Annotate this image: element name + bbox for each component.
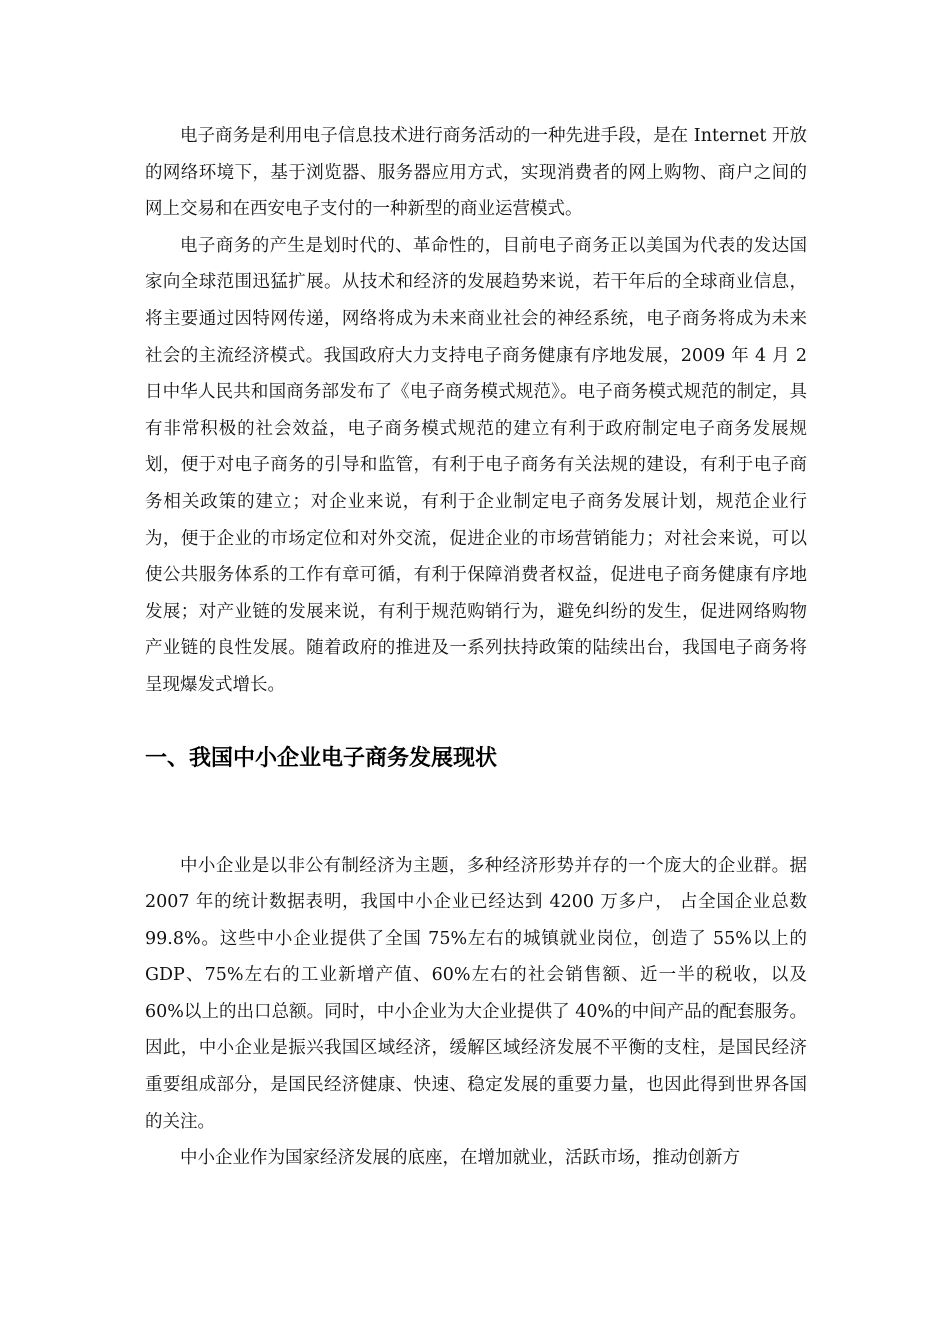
paragraph-sme-overview: 中小企业是以非公有制经济为主题，多种经济形势并存的一个庞大的企业群。据 2007 年的统计数据表明，我国中小企业已经达到 4200 万多户， 占全国企业总数 99.8%。这些中小企业提供了全国 75%左右的城镇就业岗位，创造了 55%以上的 GDP、75%左右的工业新增产值、60%左右的社会销售额、近一半的税收，以及 60%以上的出口总额。同时，中小企业为大企业提供了 40%的中间产品的配套服务。因此，中小企业是振兴我国区域经济，缓解区域经济发展不平衡的支柱，是国民经济重要组成部分，是国民经济健康、快速、稳定发展的重要力量，也因此得到世界各国的关注。 [145,855,807,1132]
paragraph-sme-role: 中小企业作为国家经济发展的底座，在增加就业，活跃市场，推动创新方 [180,1148,740,1169]
paragraph-ecommerce-definition: 电子商务是利用电子信息技术进行商务活动的一种先进手段，是在 Internet 开放的网络环境下，基于浏览器、服务器应用方式，实现消费者的网上购物、商户之间的网上交易和在西安电子支付的一种新型的商业运营模式。 [145,126,807,220]
document-body [145,118,807,1177]
paragraph-ecommerce-development: 电子商务的产生是划时代的、革命性的，目前电子商务正以美国为代表的发达国家向全球范围迅猛扩展。从技术和经济的发展趋势来说，若干年后的全球商业信息，将主要通过因特网传递，网络将成为未来商业社会的神经系统，电子商务将成为未来社会的主流经济模式。我国政府大力支持电子商务健康有序地发展，2009 年 4 月 2 日中华人民共和国商务部发布了《电子商务模式规范》。电子商务模式规范的制定，具有非常积极的社会效益，电子商务模式规范的建立有利于政府制定电子商务发展规划，便于对电子商务的引导和监管，有利于电子商务有关法规的建设，有利于电子商务相关政策的建立；对企业来说，有利于企业制定电子商务发展计划，规范企业行为，便于企业的市场定位和对外交流，促进企业的市场营销能力；对社会来说，可以使公共服务体系的工作有章可循，有利于保障消费者权益，促进电子商务健康有序地发展；对产业链的发展来说，有利于规范购销行为，避免纠纷的发生，促进网络购物产业链的良性发展。随着政府的推进及一系列扶持政策的陆续出台，我国电子商务将呈现爆发式增长。 [145,235,807,695]
section-heading: 一、我国中小企业电子商务发展现状 [145,745,498,771]
